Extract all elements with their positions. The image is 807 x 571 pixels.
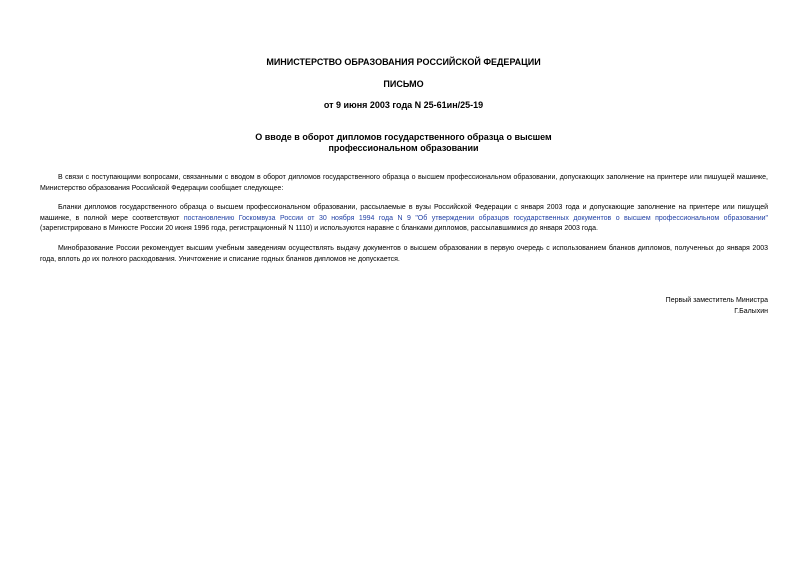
resolution-link[interactable]: постановлению Госкомвуза России от 30 ноября 1994 года N 9 "Об утверждении образцов государственных документов о высшем профессиональном образовании" xyxy=(183,214,768,222)
document-title: О вводе в оборот дипломов государственного образца о высшем профессиональном образовании xyxy=(255,132,552,153)
body-paragraph-1: В связи с поступающими вопросами, связанными с вводом в оборот дипломов государственного образца о высшем профессиональном образовании, допускающих заполнение на принтере или пишущей машинке, Министерство образования Российской Федерации сообщает следующее: xyxy=(40,174,768,192)
document-type-heading: ПИСЬМО xyxy=(383,79,424,89)
signatory-name: Г.Балыхин xyxy=(734,307,768,315)
ministry-heading: МИНИСТЕРСТВО ОБРАЗОВАНИЯ РОССИЙСКОЙ ФЕДЕРАЦИИ xyxy=(266,57,541,67)
document-date-number: от 9 июня 2003 года N 25-61ин/25-19 xyxy=(323,100,484,110)
signature-block xyxy=(666,296,768,317)
body-paragraph-3: Минобразование России рекомендует высшим учебным заведениям осуществлять выдачу документов о высшем образовании в первую очередь с использованием бланков дипломов, полученных до января 2003 года, вплоть до их полного расходования. Уничтожение и списание годных бланков дипломов не допускается. xyxy=(40,245,768,263)
paragraph-2-text-before: Бланки дипломов государственного образца о высшем профессиональном образовании, рассылаемые в вузы Российской Федерации с января 2003 года и допускающие заполнение на принтере или пишущей машинке, в полной мере соответствуют xyxy=(40,204,768,222)
body-paragraph-2 xyxy=(40,203,768,235)
paragraph-2-text-after: (зарегистрировано в Минюсте России 20 июня 1996 года, регистрационный N 1110) и используются наравне с бланками дипломов, рассылавшимися до января 2003 года. xyxy=(40,225,598,232)
signatory-position: Первый заместитель Министра xyxy=(665,297,768,304)
